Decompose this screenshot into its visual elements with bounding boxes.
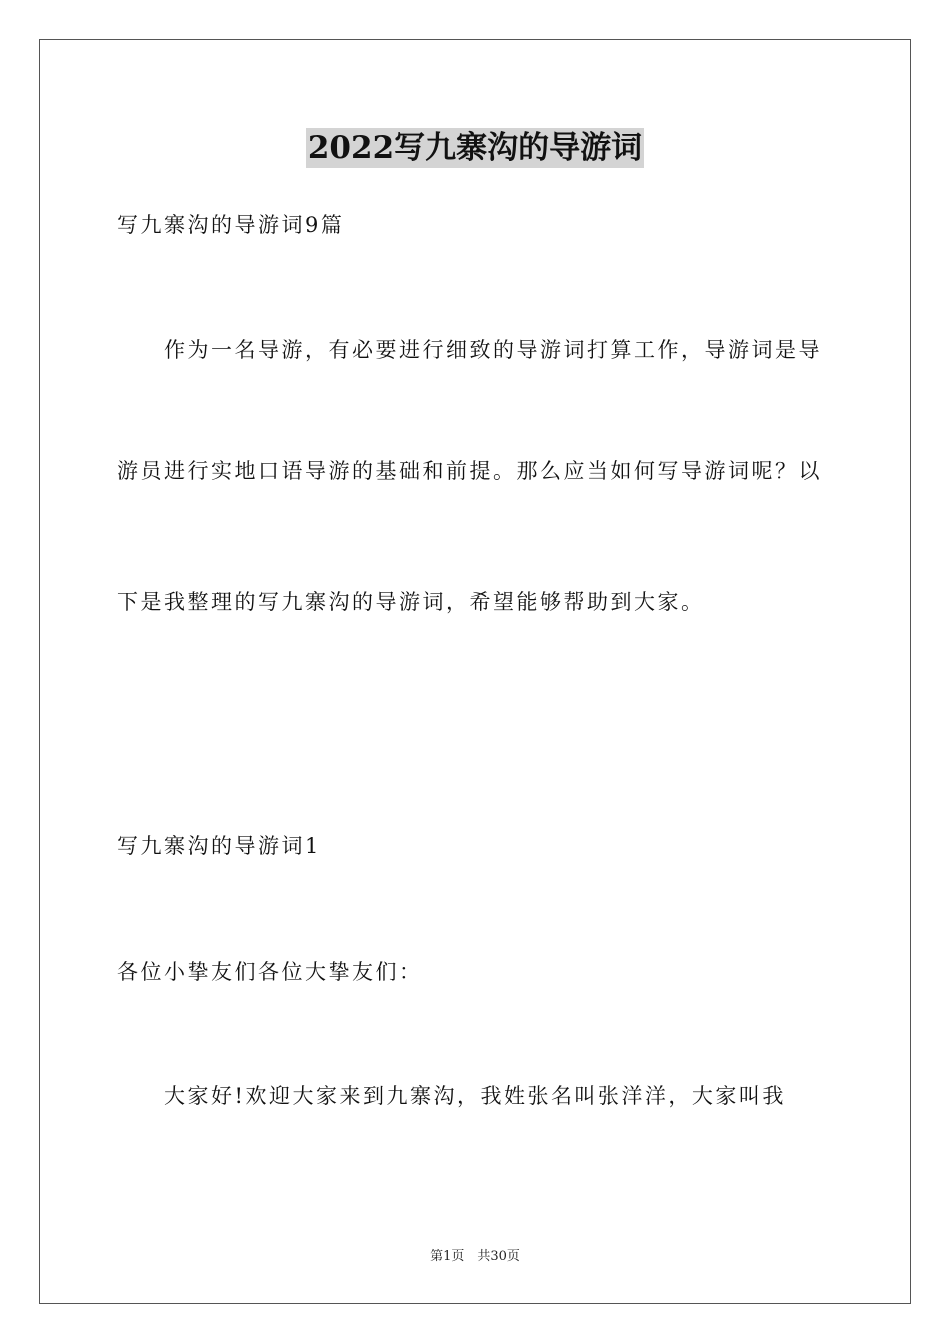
- greeting-line: 各位小挚友们各位大挚友们：: [117, 960, 423, 984]
- title-container: [0, 128, 950, 168]
- document-subtitle: 写九寨沟的导游词9篇: [117, 213, 345, 237]
- intro-paragraph-line-1: 作为一名导游，有必要进行细致的导游词打算工作，导游词是导: [164, 338, 822, 362]
- intro-paragraph-line-2: 游员进行实地口语导游的基础和前提。那么应当如何写导游词呢？以: [117, 459, 822, 483]
- body-paragraph-line-1: 大家好!欢迎大家来到九寨沟，我姓张名叫张洋洋，大家叫我: [164, 1084, 786, 1108]
- intro-paragraph-line-3: 下是我整理的写九寨沟的导游词，希望能够帮助到大家。: [117, 590, 705, 614]
- section-heading: 写九寨沟的导游词1: [117, 834, 321, 858]
- page-footer: 第1页 共30页: [430, 1249, 520, 1264]
- document-title: 2022写九寨沟的导游词: [307, 130, 643, 166]
